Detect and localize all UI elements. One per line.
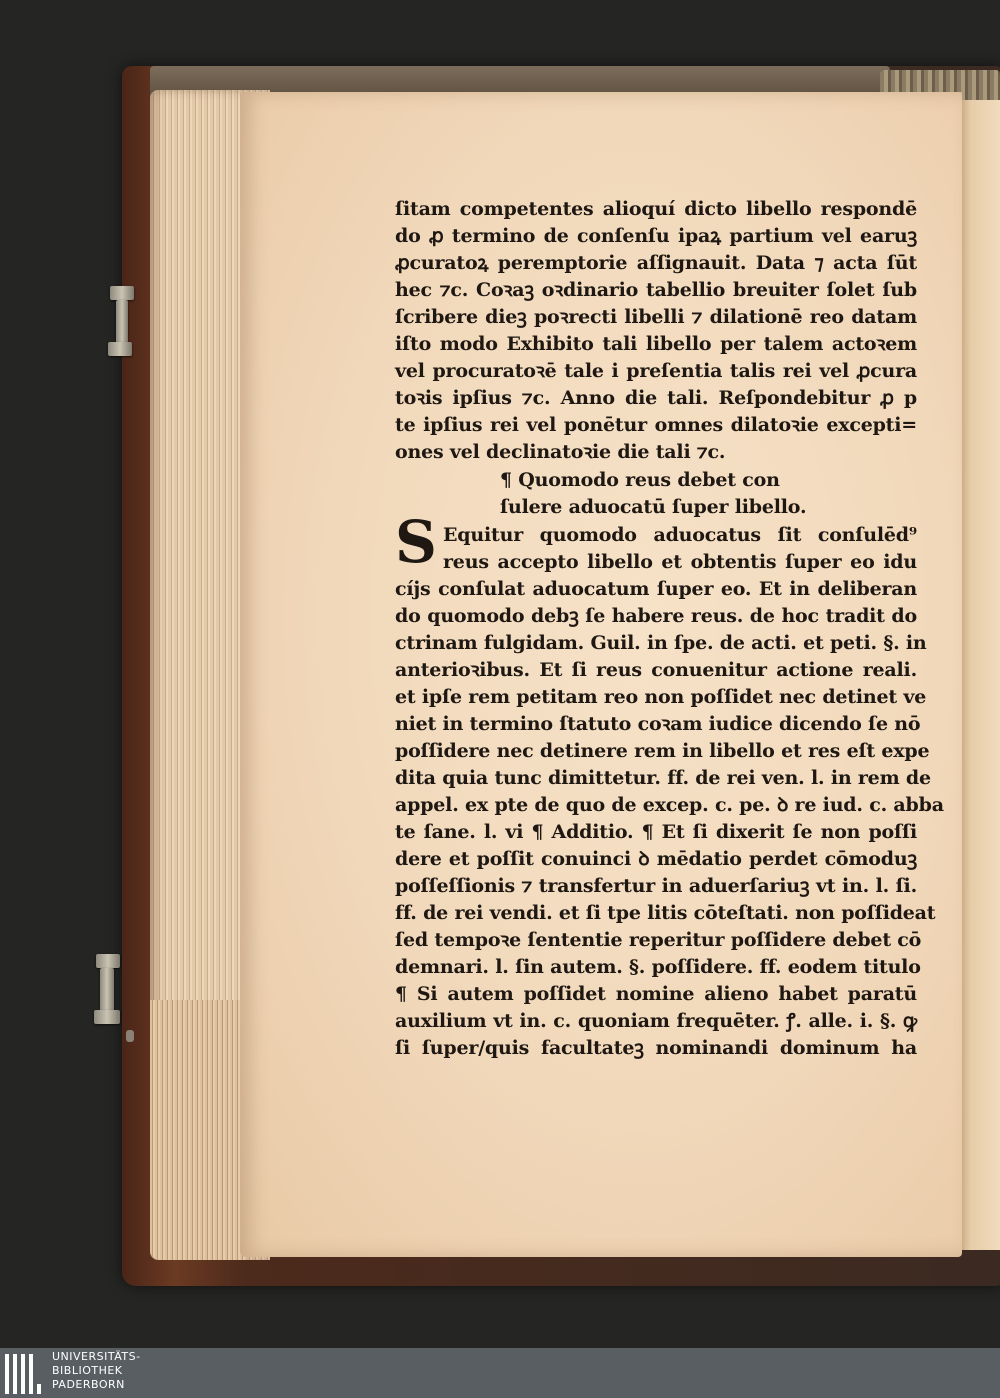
- text-line: te ipſius rei vel ponētur omnes dilatoꝛie excepti=: [395, 414, 917, 436]
- text-line: iſto modo Exhibito tali libello per talem actoꝛem: [395, 333, 917, 355]
- text-line: ſi ſuper/quis facultateꝫ nominandi dominum ha: [395, 1037, 917, 1059]
- text-line: niet in termino ſtatuto coꝛam iudice dicendo ſe nō: [395, 713, 921, 735]
- section-heading-line: ſulere aduocatū ſuper libello.: [500, 496, 807, 518]
- library-footer-bar: [0, 1348, 1000, 1398]
- text-line: ſcribere dieꝫ poꝛrecti libelli ⁊ dilationē reo datam: [395, 306, 917, 328]
- library-name-line: BIBLIOTHEK: [52, 1364, 123, 1377]
- clasp-upper-top: [110, 286, 134, 300]
- clasp-lower-bar: [100, 968, 114, 1012]
- cover-nail: [126, 1030, 134, 1042]
- text-line: do quomodo debꝫ ſe habere reus. de hoc tradit do: [395, 605, 917, 627]
- text-line: ¶ Si autem poſſidet nomine alieno habet paratū: [395, 983, 917, 1005]
- clasp-upper-bar: [116, 300, 128, 344]
- text-line: te ſane. l. vi ¶ Additio. ¶ Et ſi dixerit ſe non poſſi: [395, 821, 917, 843]
- text-line: poſſidere nec detinere rem in libello et res eſt expe: [395, 740, 930, 762]
- library-name: [52, 1350, 141, 1392]
- text-line: Equitur quomodo aduocatus ſit conſulēd⁹: [443, 524, 917, 546]
- text-line: do ꝓ termino de conſenſu ipaꝝ partium vel earuꝫ: [395, 225, 917, 247]
- text-line: ſed tempoꝛe ſententie reperitur poſſidere debet cō: [395, 929, 922, 951]
- text-line: cíjs conſulat aduocatum ſuper eo. Et in deliberan: [395, 578, 917, 600]
- text-line: poſſeſſionis ⁊ transfertur in aduerſariuꝫ vt in. l. ſi.: [395, 875, 917, 897]
- text-line: dita quia tunc dimittetur. ff. de rei ven. l. in rem de: [395, 767, 931, 789]
- text-line: ſitam competentes alioquí dicto libello respondē: [395, 198, 917, 220]
- text-line: reus accepto libello et obtentis ſuper eo idu: [443, 551, 917, 573]
- text-line: vel procuratoꝛē tale i preſentia talis rei vel ꝓcura: [395, 360, 917, 382]
- text-line: appel. ex pte de quo de excep. c. pe. ꝺ re iud. c. abba: [395, 794, 944, 816]
- text-line: demnari. l. ſin autem. §. poſſidere. ff. eodem titulo: [395, 956, 921, 978]
- section-heading-line: ¶ Quomodo reus debet con: [500, 469, 780, 491]
- text-line: auxilium vt in. c. quoniam frequēter. ꝭ. alle. i. §. ꝙ: [395, 1010, 917, 1032]
- clasp-lower-bottom: [94, 1010, 120, 1024]
- library-logo-icon: [5, 1354, 45, 1394]
- library-name-line: UNIVERSITÄTS-: [52, 1350, 141, 1363]
- page-edges-lower: [150, 1000, 245, 1260]
- clasp-upper-bottom: [108, 342, 132, 356]
- text-line: ꝓcuratoꝝ peremptorie aſſignauit. Data ⁊ acta ſūt: [395, 252, 917, 274]
- library-name-line: PADERBORN: [52, 1378, 125, 1391]
- text-line: ff. de rei vendi. et ſi tpe litis cōteſtati. non poſſideat: [395, 902, 936, 924]
- text-line: dere et poſſit conuinci ꝺ mēdatio perdet cōmoduꝫ: [395, 848, 917, 870]
- text-line: anterioꝛibus. Et ſi reus conuenitur actione reali.: [395, 659, 917, 681]
- initial-letter: S: [395, 508, 437, 576]
- text-line: et ipſe rem petitam reo non poſſidet nec detinet ve: [395, 686, 927, 708]
- text-line: hec ⁊c. Coꝛaꝫ oꝛdinario tabellio breuiter ſolet ſub: [395, 279, 917, 301]
- text-line: ones vel declinatoꝛie die tali ⁊c.: [395, 441, 726, 463]
- text-line: ctrinam fulgidam. Guil. in ſpe. de acti. et peti. §. in: [395, 632, 927, 654]
- text-line: toꝛis ipſius ⁊c. Anno die tali. Reſpondebitur ꝓ p: [395, 387, 917, 409]
- clasp-lower-top: [96, 954, 120, 968]
